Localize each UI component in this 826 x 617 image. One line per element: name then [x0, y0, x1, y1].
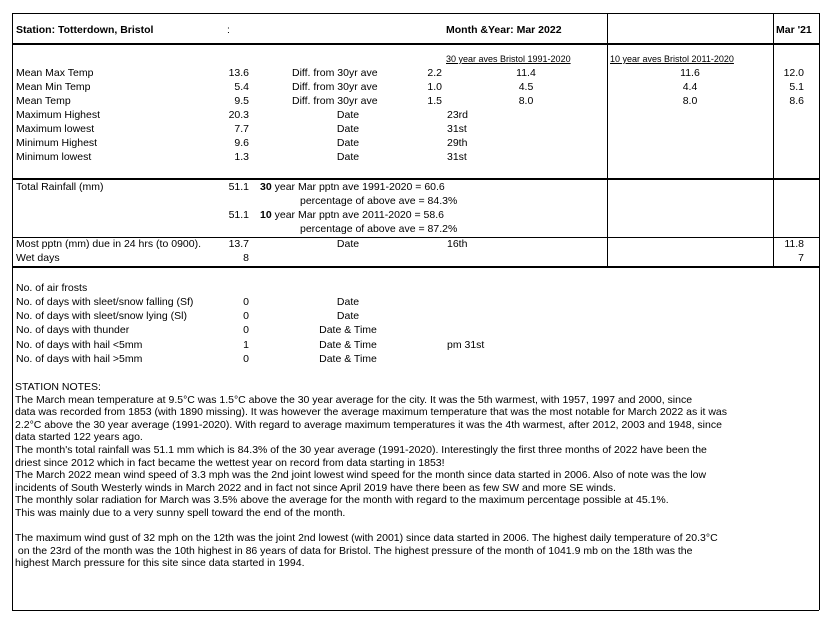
right-border — [819, 13, 820, 610]
divider-prev — [773, 13, 774, 266]
ave30-header: 30 year aves Bristol 1991-2020 — [446, 54, 571, 64]
temp-value: 5.4 — [234, 81, 249, 93]
rain-10yr-percent: percentage of above ave = 87.2% — [300, 223, 458, 235]
event-value: 1 — [243, 339, 249, 351]
date-label: Date — [336, 137, 360, 149]
notes-line: The maximum wind gust of 32 mph on the 12th was the joint 2nd lowest (with 2001) since data started in 2006. The highest daily temperature of 20.3°C — [15, 532, 718, 545]
date-label: Date — [336, 109, 360, 121]
date-value: 23rd — [447, 109, 469, 121]
event-label: No. of days with sleet/snow lying (Sl) — [16, 310, 187, 322]
wet-days-prev: 7 — [798, 252, 804, 264]
rain-30yr-percent: percentage of above ave = 84.3% — [300, 195, 458, 207]
date-label: Date — [336, 151, 360, 163]
diff-label: Diff. from 30yr ave — [292, 67, 378, 79]
rain-10yr-text: year Mar pptn ave 2011-2020 = 58.6 — [271, 209, 444, 221]
event-value: 0 — [243, 296, 249, 308]
date-value: 31st — [447, 123, 467, 135]
ave30-value: 4.5 — [518, 81, 534, 93]
ave30-value: 8.0 — [518, 95, 534, 107]
extreme-value: 20.3 — [228, 109, 249, 121]
event-date-label: Date & Time — [319, 339, 377, 351]
prev-year-header: Mar '21 — [776, 24, 812, 36]
extreme-label: Minimum lowest — [16, 151, 92, 163]
notes-line: The March mean temperature at 9.5°C was 1.5°C above the 30 year average for the city. It was the 5th warmest, with 1957, 1997 and 2000, since — [15, 393, 693, 406]
notes-line: on the 23rd of the month was the 10th highest in 86 years of data for Bristol. The highest pressure of the month of 1041.9 mb on the 18th was the — [15, 544, 693, 557]
extreme-value: 9.6 — [234, 137, 249, 149]
wet-days-label: Wet days — [16, 252, 60, 264]
event-value: 0 — [243, 353, 249, 365]
temps-end-rule — [12, 178, 820, 180]
event-value: 0 — [243, 324, 249, 336]
extreme-value: 7.7 — [234, 123, 249, 135]
diff-value: 2.2 — [427, 67, 442, 79]
notes-line: The March 2022 mean wind speed of 3.3 mph was the 2nd joint lowest wind speed for the month since data started in 2006. Also of note was the low — [15, 469, 707, 482]
top-border — [12, 13, 819, 14]
notes-line — [15, 520, 815, 533]
notes-line: This was mainly due to a very sunny spell toward the end of the month. — [15, 506, 346, 519]
date-value: 29th — [447, 137, 468, 149]
event-label: No. of days with hail >5mm — [16, 353, 143, 365]
most-pptn-value: 13.7 — [228, 238, 249, 250]
wet-end-rule — [12, 266, 820, 268]
rain-value-2: 51.1 — [228, 209, 249, 221]
temp-label: Mean Temp — [16, 95, 71, 107]
rain-30yr-line — [260, 181, 445, 194]
notes-line: The monthly solar radiation for March was 3.5% above the average for the month with regard to the maximum percentage possible at 45.1%. — [15, 494, 669, 507]
most-pptn-date: 16th — [447, 238, 468, 250]
diff-value: 1.5 — [427, 95, 442, 107]
event-date-label: Date & Time — [319, 324, 377, 336]
ave10-header: 10 year aves Bristol 2011-2020 — [610, 54, 734, 64]
prev-value: 8.6 — [789, 95, 804, 107]
wet-days-value: 8 — [243, 252, 249, 264]
date-value: 31st — [447, 151, 467, 163]
rain-10yr-years: 10 — [260, 209, 272, 221]
temp-value: 13.6 — [228, 67, 249, 79]
event-date: pm 31st — [447, 339, 485, 351]
date-label: Date — [336, 123, 360, 135]
rain-value: 51.1 — [228, 181, 249, 193]
ave10-value: 4.4 — [682, 81, 698, 93]
extreme-label: Minimum Highest — [16, 137, 98, 149]
most-pptn-label: Most pptn (mm) due in 24 hrs (to 0900). — [16, 238, 201, 250]
station-name: Station: Totterdown, Bristol — [16, 24, 154, 36]
prev-value: 12.0 — [783, 67, 804, 79]
divider-10yr — [607, 13, 608, 266]
notes-line: driest since 2012 which in fact became the wettest year on record from data starting in 1853! — [15, 456, 445, 469]
event-date-label: Date & Time — [319, 353, 377, 365]
most-pptn-prev: 11.8 — [784, 238, 804, 250]
temp-value: 9.5 — [234, 95, 249, 107]
station-colon: : — [227, 24, 230, 36]
event-label: No. of days with sleet/snow falling (Sf) — [16, 296, 194, 308]
notes-line: The month's total rainfall was 51.1 mm which is 84.3% of the 30 year average (1991-2020). Interestingly the first three months of 2022 have been the — [15, 443, 707, 456]
temp-label: Mean Max Temp — [16, 67, 94, 79]
event-label: No. of days with hail <5mm — [16, 339, 143, 351]
rain-label: Total Rainfall (mm) — [16, 181, 104, 193]
diff-label: Diff. from 30yr ave — [292, 95, 378, 107]
event-date-label: Date — [336, 296, 360, 308]
temp-label: Mean Min Temp — [16, 81, 91, 93]
ave10-value: 11.6 — [680, 67, 700, 79]
diff-label: Diff. from 30yr ave — [292, 81, 378, 93]
extreme-label: Maximum Highest — [16, 109, 101, 121]
notes-line: highest March pressure for this site since data started in 1994. — [15, 557, 305, 570]
most-pptn-date-label: Date — [336, 238, 360, 250]
bottom-border — [12, 610, 819, 611]
notes-line: 2.2°C above the 30 year average (1991-2020). With regard to average maximum temperatures it was the 4th warmest, after 2012, 2003 and 1948, since — [15, 418, 722, 431]
extreme-label: Maximum lowest — [16, 123, 95, 135]
notes-line: incidents of South Westerly winds in March 2022 and in fact not since April 2019 have there been as few SW and more SE winds. — [15, 481, 616, 494]
prev-value: 5.1 — [789, 81, 804, 93]
extreme-value: 1.3 — [234, 151, 249, 163]
rain-30yr-years: 30 — [260, 181, 272, 193]
left-border — [12, 13, 13, 610]
ave10-value: 8.0 — [682, 95, 698, 107]
event-label: No. of days with thunder — [16, 324, 130, 336]
notes-line: data started 122 years ago. — [15, 431, 143, 444]
ave30-value: 11.4 — [516, 67, 536, 79]
notes-title: STATION NOTES: — [15, 381, 101, 393]
month-year: Month &Year: Mar 2022 — [446, 24, 562, 36]
event-date-label: Date — [336, 310, 360, 322]
diff-value: 1.0 — [427, 81, 442, 93]
notes-line: data was recorded from 1853 (with 1890 missing). It was however the average maximum temperature that was the most notable for March 2022 as it was — [15, 406, 728, 419]
event-value: 0 — [243, 310, 249, 322]
event-label: No. of air frosts — [16, 282, 88, 294]
header-underline — [12, 43, 820, 45]
rain-30yr-text: year Mar pptn ave 1991-2020 = 60.6 — [271, 181, 445, 193]
station-notes — [15, 381, 815, 570]
rain-10yr-line — [260, 209, 444, 222]
